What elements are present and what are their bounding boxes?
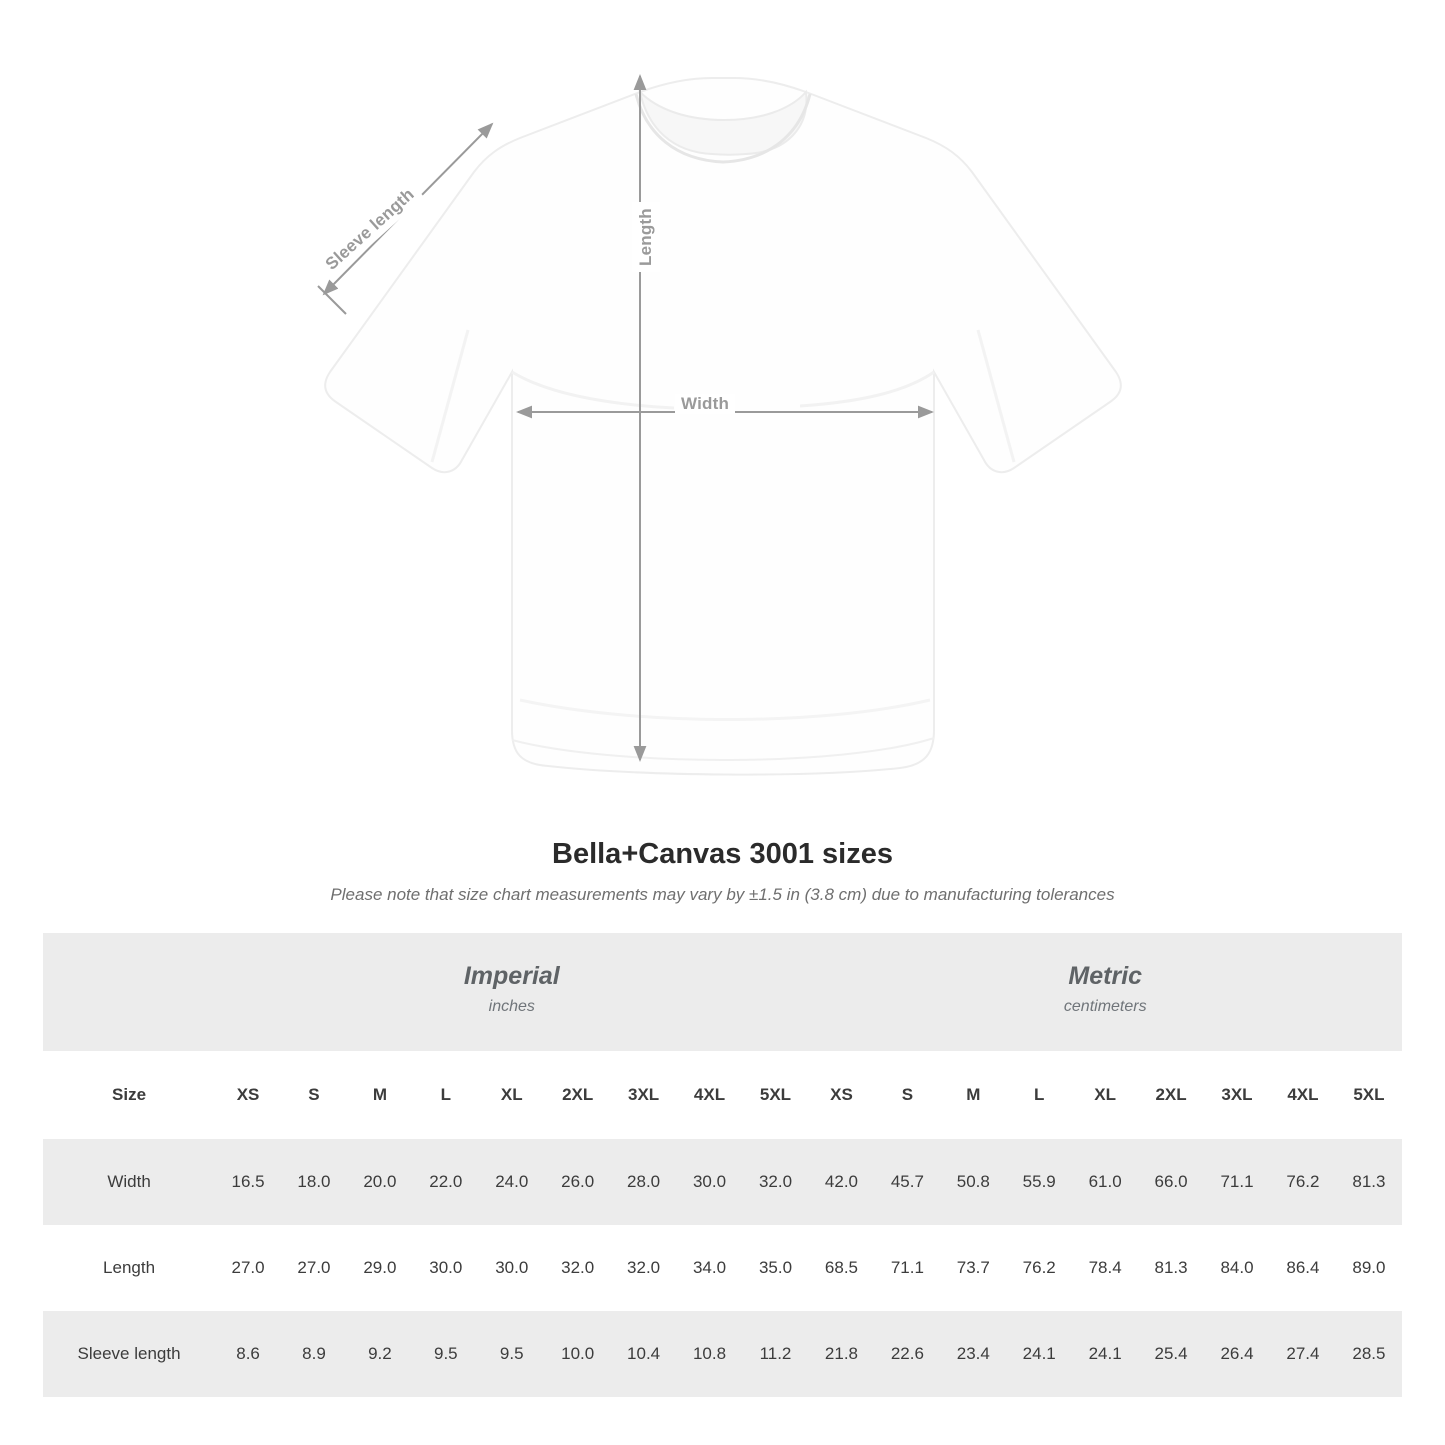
cell-sleeve-imp-m: 9.2 — [347, 1311, 413, 1397]
cell-length-imp-xs: 27.0 — [215, 1225, 281, 1311]
table-row-sleeve-length — [43, 1311, 1402, 1397]
cell-width-met-5xl: 81.3 — [1336, 1139, 1402, 1225]
metric-group-header — [809, 933, 1403, 1051]
size-col-met-3xl: 3XL — [1204, 1051, 1270, 1139]
cell-length-imp-5xl: 35.0 — [742, 1225, 808, 1311]
size-table — [43, 933, 1402, 1397]
size-col-met-xs: XS — [809, 1051, 875, 1139]
cell-sleeve-imp-5xl: 11.2 — [742, 1311, 808, 1397]
size-col-met-l: L — [1006, 1051, 1072, 1139]
cell-sleeve-imp-l: 9.5 — [413, 1311, 479, 1397]
cell-width-met-xl: 61.0 — [1072, 1139, 1138, 1225]
table-row-length — [43, 1225, 1402, 1311]
size-col-met-xl: XL — [1072, 1051, 1138, 1139]
length-label: Length — [632, 202, 660, 272]
cell-length-imp-2xl: 32.0 — [545, 1225, 611, 1311]
cell-sleeve-imp-xl: 9.5 — [479, 1311, 545, 1397]
size-col-met-s: S — [874, 1051, 940, 1139]
cell-sleeve-met-5xl: 28.5 — [1336, 1311, 1402, 1397]
cell-sleeve-met-xl: 24.1 — [1072, 1311, 1138, 1397]
size-col-imp-5xl: 5XL — [742, 1051, 808, 1139]
size-header-label: Size — [43, 1051, 215, 1139]
cell-length-met-5xl: 89.0 — [1336, 1225, 1402, 1311]
sleeve-endcap — [318, 286, 346, 314]
cell-sleeve-met-3xl: 26.4 — [1204, 1311, 1270, 1397]
cell-sleeve-met-l: 24.1 — [1006, 1311, 1072, 1397]
cell-width-met-m: 50.8 — [940, 1139, 1006, 1225]
cell-sleeve-imp-s: 8.9 — [281, 1311, 347, 1397]
cell-sleeve-met-4xl: 27.4 — [1270, 1311, 1336, 1397]
cell-width-imp-s: 18.0 — [281, 1139, 347, 1225]
cell-length-imp-l: 30.0 — [413, 1225, 479, 1311]
size-col-imp-xs: XS — [215, 1051, 281, 1139]
size-col-imp-4xl: 4XL — [677, 1051, 743, 1139]
row-label-length: Length — [43, 1225, 215, 1311]
unit-header-row — [43, 933, 1402, 1051]
cell-length-met-l: 76.2 — [1006, 1225, 1072, 1311]
table-row-width — [43, 1139, 1402, 1225]
cell-width-imp-m: 20.0 — [347, 1139, 413, 1225]
unit-header-spacer — [43, 933, 215, 1051]
cell-sleeve-imp-4xl: 10.8 — [677, 1311, 743, 1397]
cell-width-met-4xl: 76.2 — [1270, 1139, 1336, 1225]
cell-length-imp-m: 29.0 — [347, 1225, 413, 1311]
cell-width-met-3xl: 71.1 — [1204, 1139, 1270, 1225]
cell-width-imp-xs: 16.5 — [215, 1139, 281, 1225]
size-col-imp-m: M — [347, 1051, 413, 1139]
size-header-row — [43, 1051, 1402, 1139]
imperial-group-header — [215, 933, 808, 1051]
cell-width-imp-l: 22.0 — [413, 1139, 479, 1225]
size-col-met-2xl: 2XL — [1138, 1051, 1204, 1139]
size-table-wrap — [43, 933, 1402, 1397]
chart-heading — [0, 838, 1445, 905]
cell-sleeve-met-xs: 21.8 — [809, 1311, 875, 1397]
cell-sleeve-imp-2xl: 10.0 — [545, 1311, 611, 1397]
cell-length-imp-3xl: 32.0 — [611, 1225, 677, 1311]
cell-width-imp-5xl: 32.0 — [742, 1139, 808, 1225]
size-col-met-4xl: 4XL — [1270, 1051, 1336, 1139]
row-label-sleeve-length: Sleeve length — [43, 1311, 215, 1397]
cell-length-met-2xl: 81.3 — [1138, 1225, 1204, 1311]
page-title: Bella+Canvas 3001 sizes — [552, 838, 893, 870]
cell-length-met-4xl: 86.4 — [1270, 1225, 1336, 1311]
cell-width-met-2xl: 66.0 — [1138, 1139, 1204, 1225]
cell-length-imp-xl: 30.0 — [479, 1225, 545, 1311]
size-col-imp-l: L — [413, 1051, 479, 1139]
imperial-subtitle: inches — [488, 998, 535, 1016]
cell-length-met-m: 73.7 — [940, 1225, 1006, 1311]
cell-sleeve-imp-xs: 8.6 — [215, 1311, 281, 1397]
cell-width-met-s: 45.7 — [874, 1139, 940, 1225]
cell-length-imp-4xl: 34.0 — [677, 1225, 743, 1311]
metric-subtitle: centimeters — [1063, 998, 1147, 1016]
size-col-imp-s: S — [281, 1051, 347, 1139]
metric-title: Metric — [1068, 962, 1143, 991]
size-col-imp-xl: XL — [479, 1051, 545, 1139]
cell-length-met-xs: 68.5 — [809, 1225, 875, 1311]
size-col-imp-2xl: 2XL — [545, 1051, 611, 1139]
imperial-title: Imperial — [463, 962, 560, 991]
size-col-met-5xl: 5XL — [1336, 1051, 1402, 1139]
cell-width-imp-3xl: 28.0 — [611, 1139, 677, 1225]
cell-width-met-xs: 42.0 — [809, 1139, 875, 1225]
size-col-met-m: M — [940, 1051, 1006, 1139]
tshirt-shape — [325, 78, 1121, 775]
width-label: Width — [675, 394, 735, 414]
cell-sleeve-met-s: 22.6 — [874, 1311, 940, 1397]
tolerance-note: Please note that size chart measurements may vary by ±1.5 in (3.8 cm) due to manufacturing tolerances — [330, 885, 1115, 904]
cell-width-imp-4xl: 30.0 — [677, 1139, 743, 1225]
cell-sleeve-met-m: 23.4 — [940, 1311, 1006, 1397]
sleeve-length-label: Sleeve length — [316, 179, 424, 280]
cell-length-met-3xl: 84.0 — [1204, 1225, 1270, 1311]
cell-width-imp-2xl: 26.0 — [545, 1139, 611, 1225]
cell-length-imp-s: 27.0 — [281, 1225, 347, 1311]
row-label-width: Width — [43, 1139, 215, 1225]
cell-length-met-s: 71.1 — [874, 1225, 940, 1311]
cell-width-met-l: 55.9 — [1006, 1139, 1072, 1225]
cell-length-met-xl: 78.4 — [1072, 1225, 1138, 1311]
cell-sleeve-imp-3xl: 10.4 — [611, 1311, 677, 1397]
cell-sleeve-met-2xl: 25.4 — [1138, 1311, 1204, 1397]
size-col-imp-3xl: 3XL — [611, 1051, 677, 1139]
cell-width-imp-xl: 24.0 — [479, 1139, 545, 1225]
